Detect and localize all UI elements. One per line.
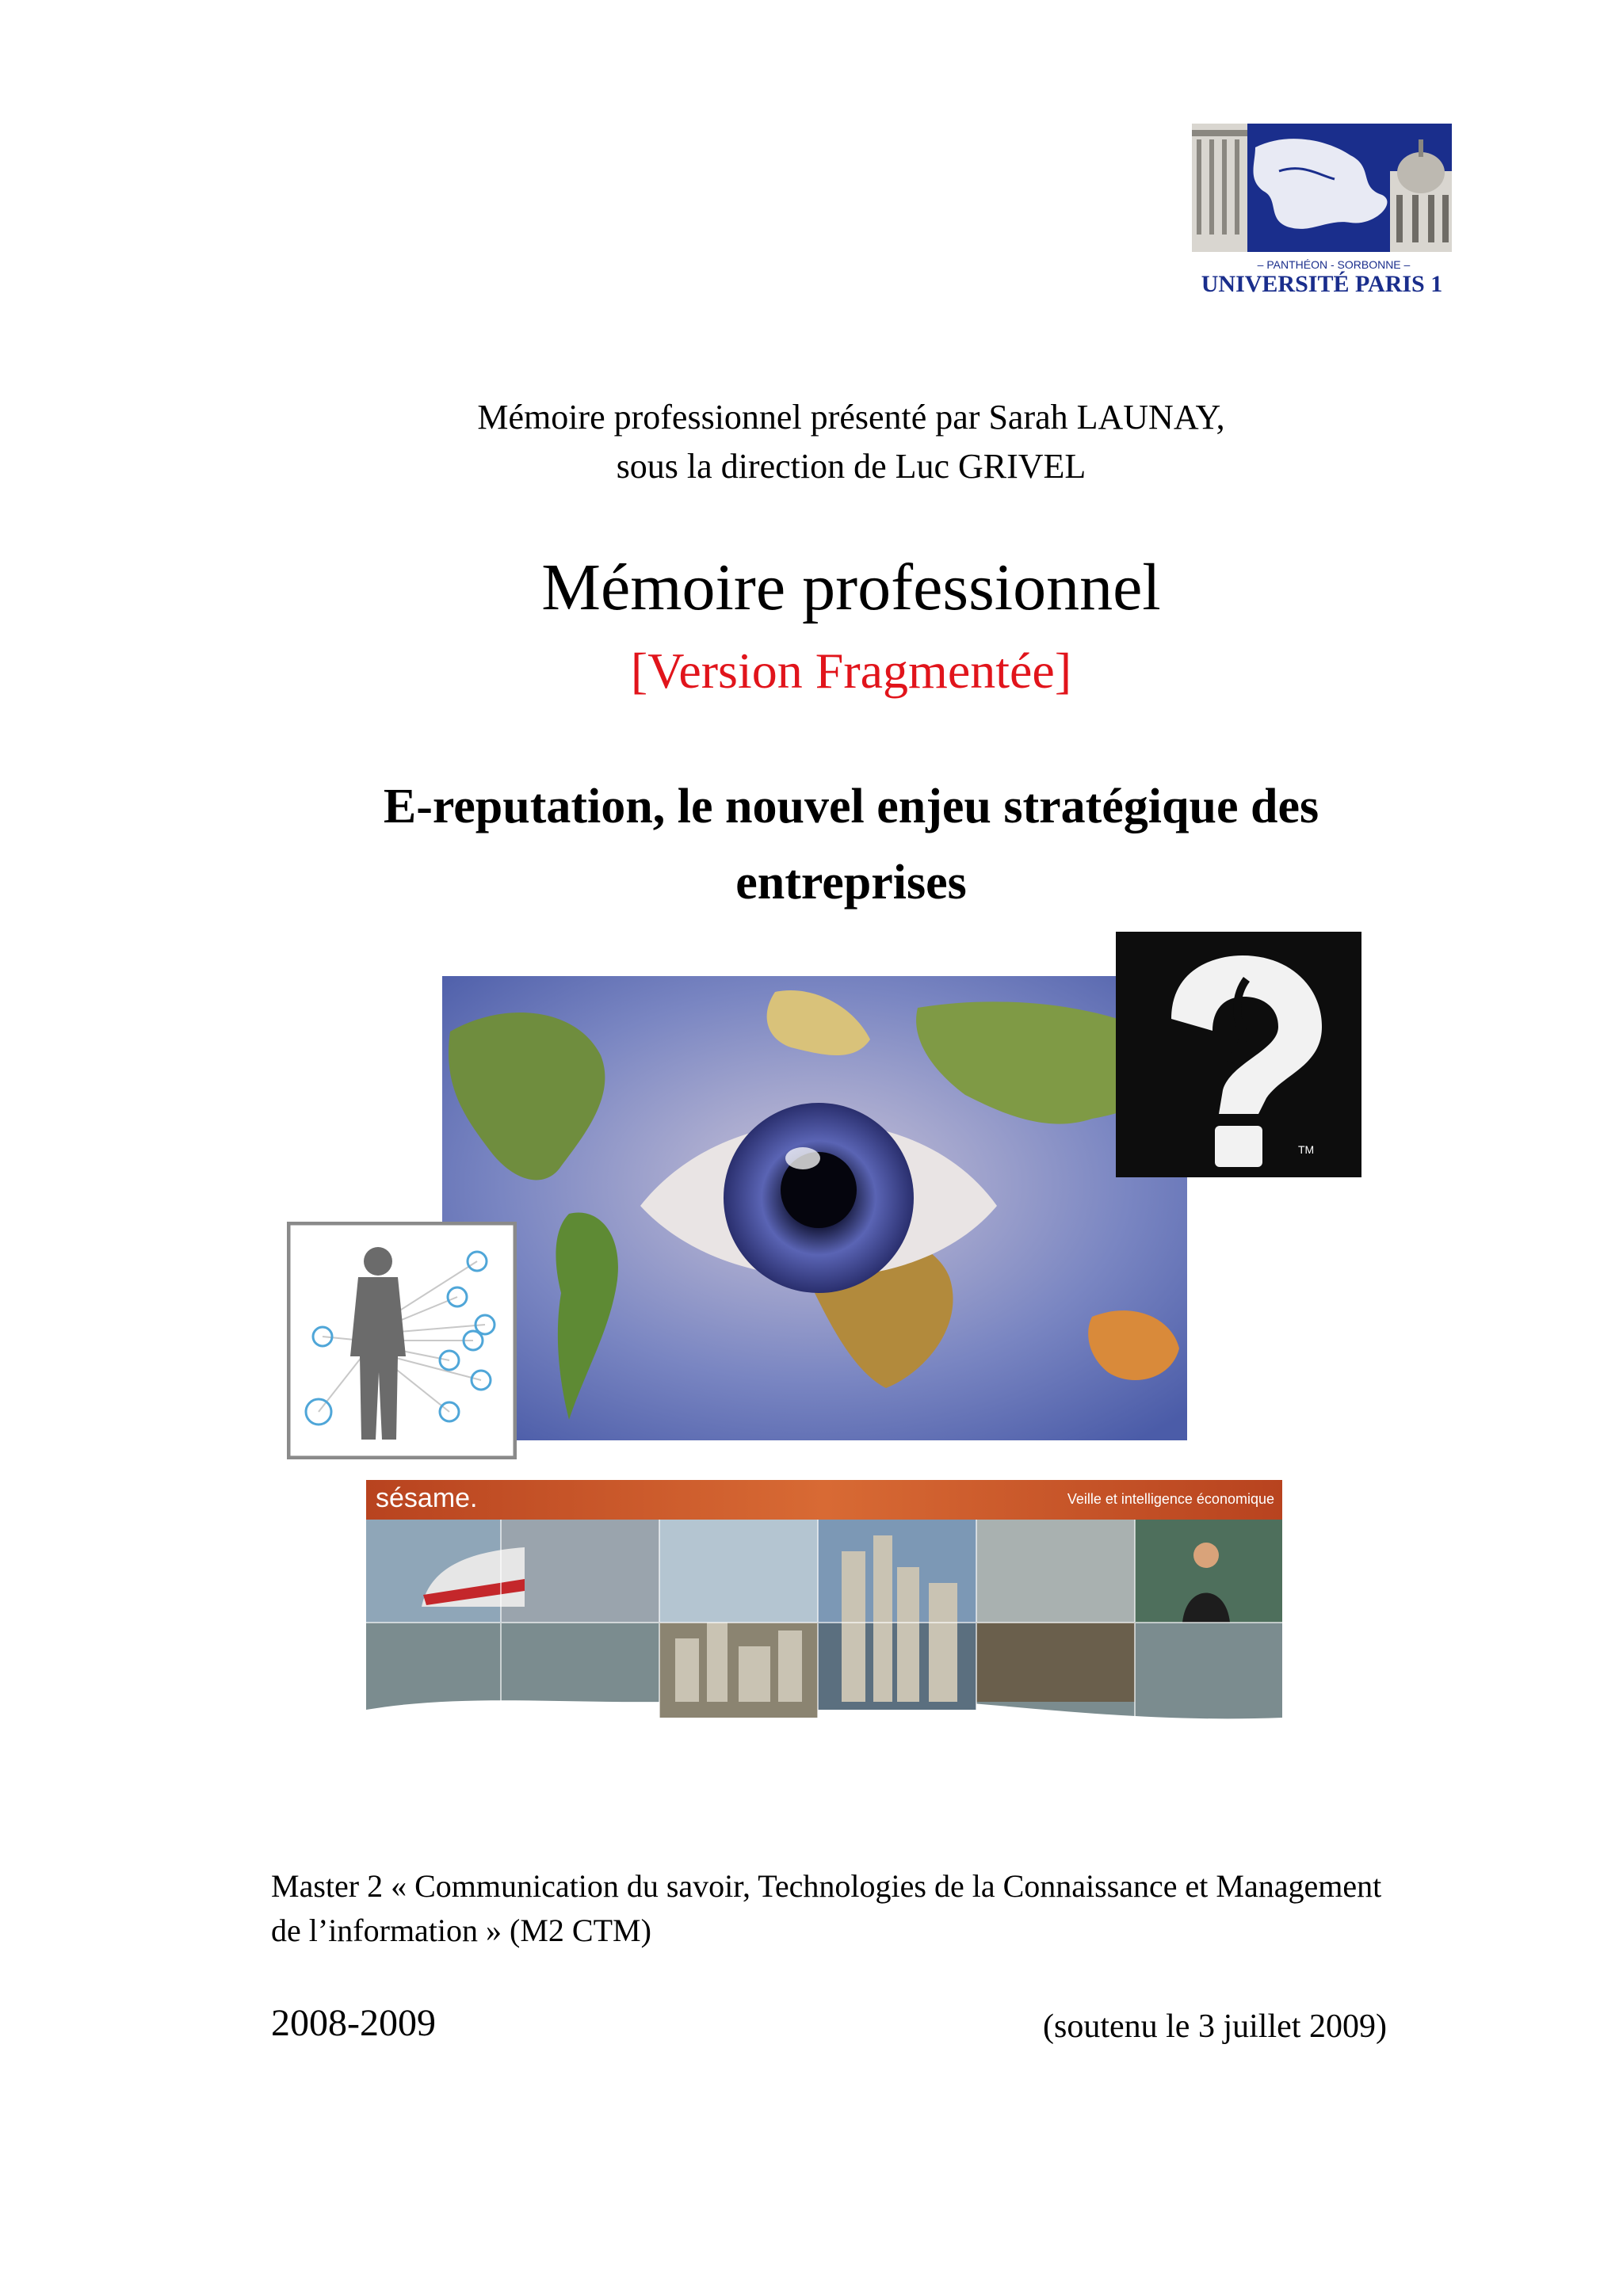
supervisor-line: sous la direction de Luc GRIVEL xyxy=(616,447,1086,486)
program-line-2: de l’information » (M2 CTM) xyxy=(271,1913,651,1948)
subtitle-line-2: entreprises xyxy=(735,856,967,910)
question-mark-image xyxy=(1116,932,1361,1177)
program-line-1: Master 2 « Communication du savoir, Technologies de la Connaissance et Management xyxy=(271,1868,1382,1904)
academic-years: 2008-2009 xyxy=(271,2002,436,2044)
svg-text:TM: TM xyxy=(1298,1143,1315,1156)
university-logo xyxy=(1192,124,1452,301)
document-subtitle xyxy=(285,769,1417,921)
defense-date: (soutenu le 3 juillet 2009) xyxy=(1043,2008,1387,2045)
sesame-brand: sésame. xyxy=(376,1483,478,1513)
world-eye-image xyxy=(442,976,1187,1440)
logo-top-line: – PANTHÉON - SORBONNE – xyxy=(1257,258,1411,271)
document-title: Mémoire professionnel xyxy=(541,551,1161,624)
sesame-banner-image xyxy=(366,1480,1282,1726)
version-label: [Version Fragmentée] xyxy=(630,643,1072,699)
author-line: Mémoire professionnel présenté par Sarah LAUNAY, xyxy=(477,398,1225,437)
logo-bottom-line: UNIVERSITÉ PARIS 1 xyxy=(1201,271,1443,297)
subtitle-line-1: E-reputation, le nouvel enjeu stratégique des xyxy=(383,780,1319,833)
sesame-tagline: Veille et intelligence économique xyxy=(1067,1491,1274,1507)
person-reputation-image xyxy=(287,1222,517,1459)
